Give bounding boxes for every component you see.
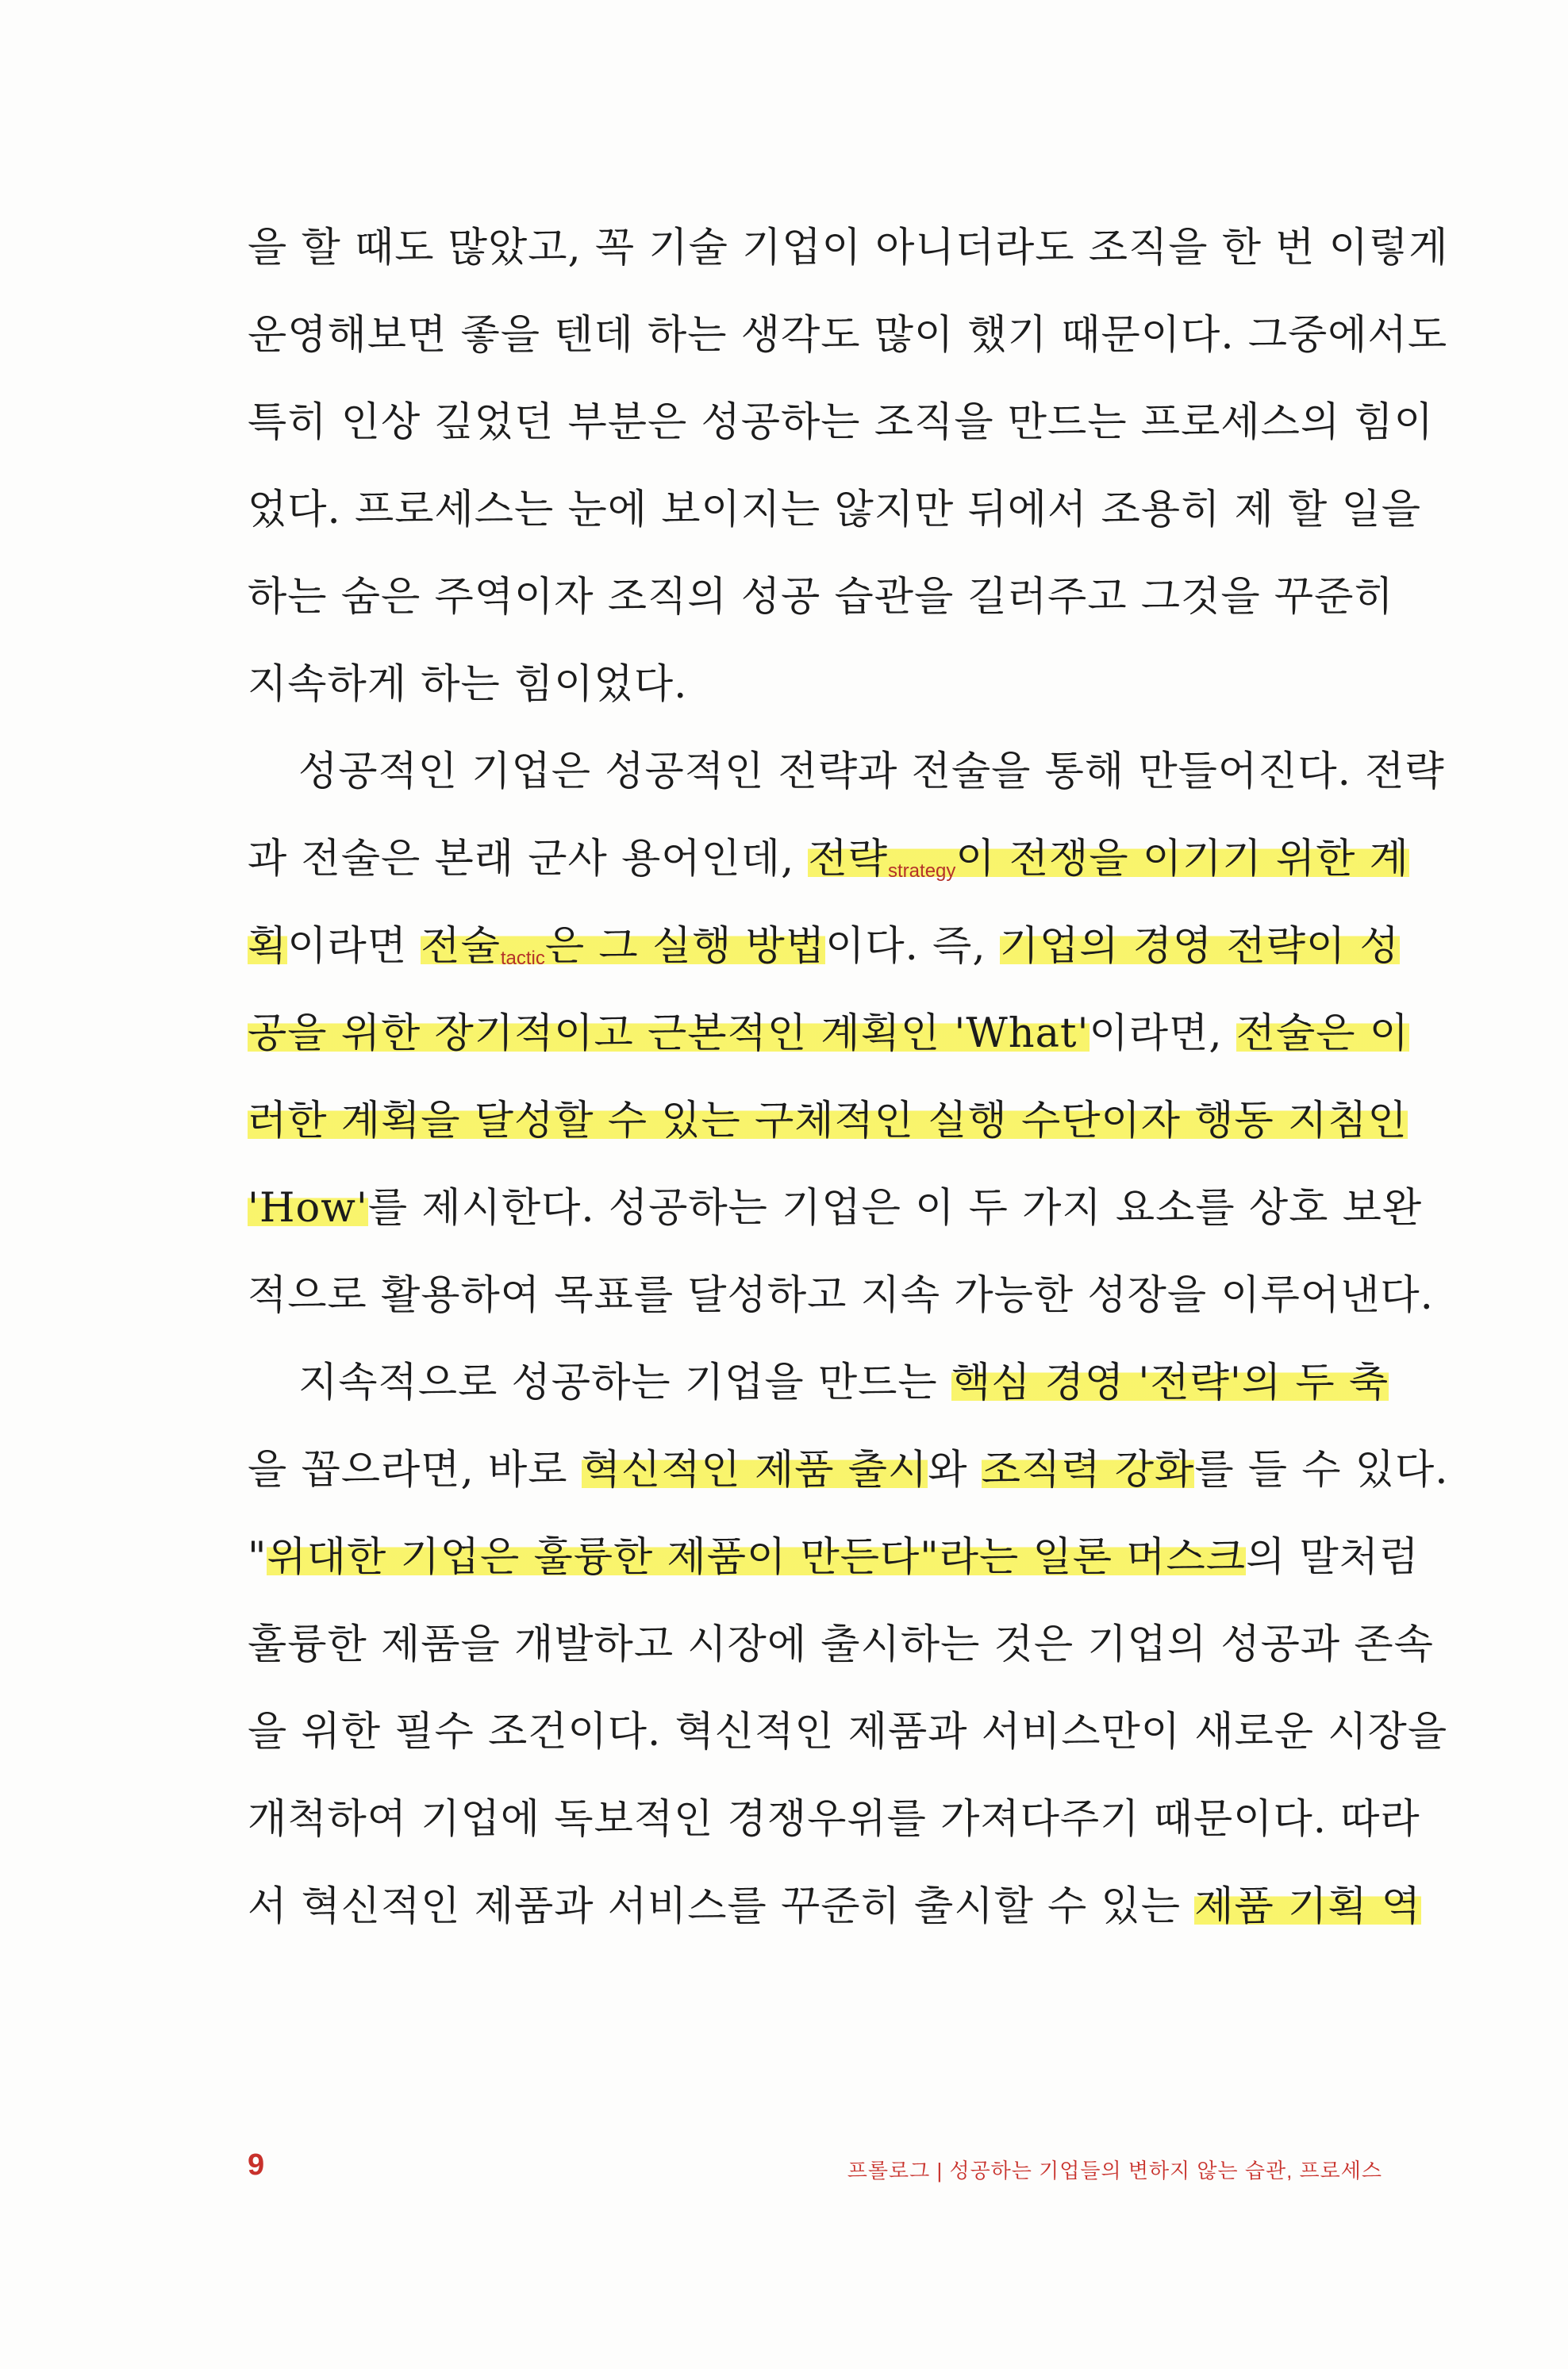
highlighted-text: 공을 위한 장기적이고 근본적인 계획인 'What': [248, 1010, 1090, 1057]
text-line: [248, 816, 1409, 903]
subscript-annotation: tactic: [500, 948, 545, 969]
highlighted-text: [808, 836, 1409, 883]
text-line: [248, 467, 1422, 554]
text-span: 전략: [808, 836, 889, 883]
highlighted-text: 조직력 강화: [981, 1447, 1195, 1494]
page-number: 9: [248, 2148, 265, 2182]
text-span: 이라면: [287, 923, 421, 970]
highlighted-text: 위대한 기업은 훌륭한 제품이 만든다"라는 일론 머스크: [267, 1534, 1247, 1581]
text-line: [248, 1689, 1448, 1776]
page-footer: [248, 2148, 1382, 2188]
text-span: 성공적인 기업은 성공적인 전략과 전술을 통해 만들어진다. 전략: [298, 748, 1445, 795]
text-span: 전술: [421, 923, 501, 970]
text-span: 서 혁신적인 제품과 서비스를 꾸준히 출시할 수 있는: [248, 1883, 1195, 1930]
highlighted-text: 'How': [248, 1185, 368, 1232]
text-span: 지속적으로 성공하는 기업을 만드는: [298, 1359, 951, 1406]
running-head: 프롤로그 | 성공하는 기업들의 변하지 않는 습관, 프로세스: [847, 2159, 1382, 2182]
body-text: [248, 205, 1449, 1951]
text-line: [248, 1514, 1420, 1602]
text-line: [248, 729, 1445, 816]
highlighted-text: 기업의 경영 전략이 성: [999, 923, 1400, 970]
text-line: [248, 292, 1448, 379]
text-line: [248, 1863, 1422, 1951]
highlighted-text: 전술은 이: [1236, 1010, 1410, 1057]
highlighted-text: 러한 계획을 달성할 수 있는 구체적인 실행 수단이자 행동 지침인: [248, 1098, 1408, 1144]
text-span: 을 위한 필수 조건이다. 혁신적인 제품과 서비스만이 새로운 시장을: [248, 1709, 1448, 1756]
text-span: 하는 숨은 주역이자 조직의 성공 습관을 길러주고 그것을 꾸준히: [248, 574, 1394, 621]
text-line: [248, 1602, 1434, 1689]
text-line: [248, 1252, 1434, 1340]
text-span: 이라면,: [1089, 1010, 1236, 1057]
highlighted-text: 핵심 경영 '전략'의 두 축: [951, 1359, 1389, 1406]
text-span: 지속하게 하는 힘이었다.: [248, 661, 688, 708]
text-line: [248, 1078, 1408, 1165]
text-line: [248, 205, 1449, 292]
text-span: 적으로 활용하여 목표를 달성하고 지속 가능한 성장을 이루어낸다.: [248, 1272, 1434, 1319]
highlighted-text: 혁신적인 제품 출시: [581, 1447, 928, 1494]
text-span: 은 그 실행 방법: [544, 923, 826, 970]
text-line: [248, 903, 1400, 990]
text-line: [248, 1776, 1420, 1863]
text-span: 를 제시한다. 성공하는 기업은 이 두 가지 요소를 상호 보완: [367, 1185, 1423, 1232]
text-span: ": [248, 1534, 267, 1581]
text-span: 과 전술은 본래 군사 용어인데,: [248, 836, 809, 883]
highlighted-text: 제품 기획 역: [1194, 1883, 1422, 1930]
text-line: [248, 379, 1434, 467]
text-span: 이 전쟁을 이기기 위한 계: [955, 836, 1409, 883]
text-line: [248, 1340, 1389, 1427]
subscript-annotation: strategy: [888, 860, 956, 882]
text-span: 었다. 프로세스는 눈에 보이지는 않지만 뒤에서 조용히 제 할 일을: [248, 486, 1422, 533]
text-line: [248, 990, 1410, 1078]
text-line: [248, 1427, 1449, 1514]
text-span: 이다. 즉,: [825, 923, 1000, 970]
text-span: 훌륭한 제품을 개발하고 시장에 출시하는 것은 기업의 성공과 존속: [248, 1621, 1434, 1668]
text-span: 개척하여 기업에 독보적인 경쟁우위를 가져다주기 때문이다. 따라: [248, 1796, 1420, 1843]
text-span: 와: [928, 1447, 982, 1494]
text-span: 특히 인상 깊었던 부분은 성공하는 조직을 만드는 프로세스의 힘이: [248, 399, 1434, 446]
text-span: 의 말처럼: [1246, 1534, 1420, 1581]
text-span: 을 할 때도 많았고, 꼭 기술 기업이 아니더라도 조직을 한 번 이렇게: [248, 225, 1449, 271]
text-line: [248, 1165, 1423, 1252]
highlighted-text: [421, 923, 825, 970]
text-line: [248, 554, 1394, 641]
highlighted-text: 획: [248, 923, 288, 970]
text-span: 을 꼽으라면, 바로: [248, 1447, 582, 1494]
text-span: 를 들 수 있다.: [1194, 1447, 1449, 1494]
text-line: [248, 641, 1382, 729]
text-span: 운영해보면 좋을 텐데 하는 생각도 많이 했기 때문이다. 그중에서도: [248, 312, 1448, 359]
